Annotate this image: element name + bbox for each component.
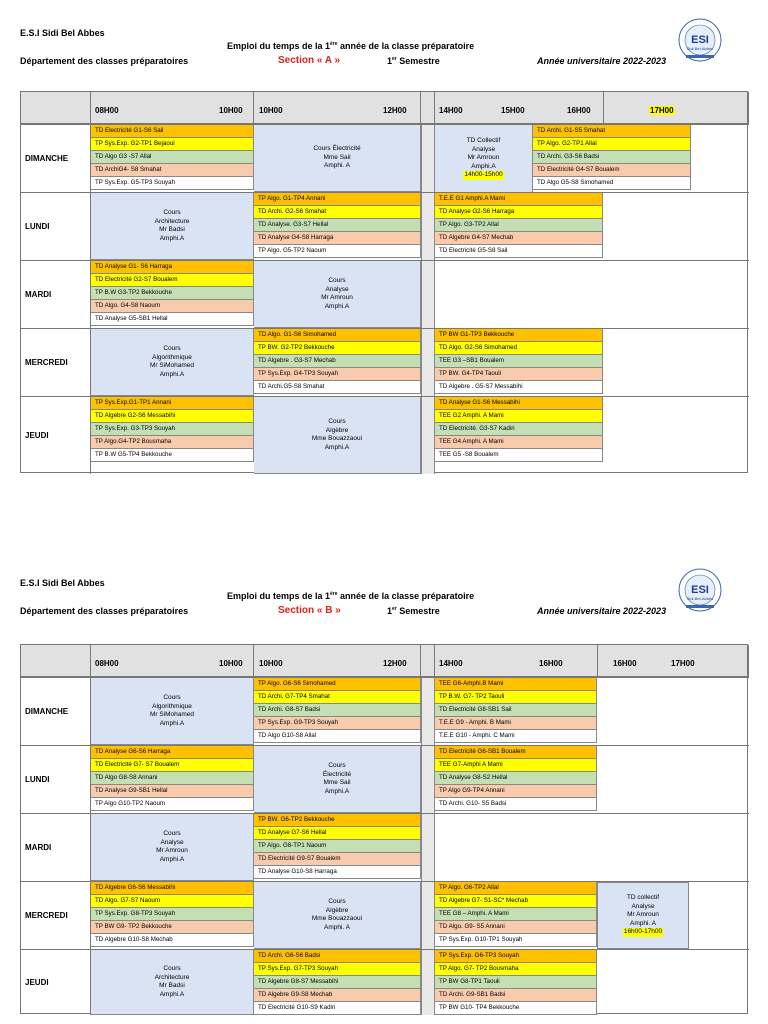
lecture-line: Cours [328,277,346,284]
session-entry: TD Archi. G9-SB1 Badsi [435,989,597,1002]
session-entry: TD Archi. G6-S6 Badsi [254,950,421,963]
lecture-line: Cours Électricité [313,145,361,153]
lecture-line: Algèbre [325,426,349,434]
department-name: Département des classes préparatoires [20,56,189,66]
session-entry: TP Sys.Exp. G9-TP3 Souyah [254,717,421,730]
time-slot-label: 12H00 [383,106,407,115]
session-entry: TP Sys.Exp.G1-TP1 Annani [91,397,254,410]
logo-text: ESI [691,584,709,596]
lecture-block [254,746,421,813]
session-entry: TEE G4 Amphi. A Mami [435,436,603,449]
session-entry: TD Algebre G7- S1-SC* Mechab [435,895,597,908]
session-entry: TP BW. G4-TP4 Taouli [435,368,603,381]
session-entry: TD Algo G5-S8 Simohamed [533,177,691,190]
lecture-line: Cours [163,965,181,972]
session-entry: TD Analyse G1- S6 Harraga [91,261,254,274]
session-entry: TP Algo. G3-TP2 Allal [435,219,603,232]
break-column [421,124,435,192]
session-entry: TP Sys.Exp. G3-TP3 Souyah [91,423,254,436]
session-entry: TEE G3 –SB1 Boualem [435,355,603,368]
lecture-line: Mr SiMohamed [149,711,195,718]
lecture-line: Amphi.A [324,787,350,795]
session-entry: TP Algo. G8-TP1 Naoum [254,840,421,853]
session-entry: TEE G5 -S8 Boualem [435,449,603,462]
lecture-line: Mr Amroun [321,294,353,301]
day-label: MARDI [21,260,91,328]
lecture-block [91,814,254,881]
time-slot-label: 08H00 [95,106,119,115]
title-text-end: année de la classe préparatoire [337,41,475,51]
session-entry: TD Algo. G4-S8 Naoum [91,300,254,313]
session-entry: TD Archi. G1-S5 Smahat [533,125,691,138]
session-entry: TP B.W G3-TP2 Bekkouche [91,287,254,300]
lecture-block [91,329,254,396]
timetable-header [0,578,768,648]
collective-td-line: Mr Amroun [627,911,659,919]
lecture-line: Amphi.A [159,234,185,242]
session-entry: TD Electricité G1-S6 Sail [91,125,254,138]
section-label: Section « A » [278,55,341,66]
time-slot-label: 16H00 [539,659,563,668]
lecture-line: Architecture [154,973,190,981]
session-entry: TP Sys.Exp. G4-TP3 Souyah [254,368,421,381]
title-text: Emploi du temps de la 1 [227,591,331,601]
break-column [421,260,435,328]
session-entry: TD Electricité G8-SB1 Sail [435,704,597,717]
session-entry: TP Algo G9-TP4 Annani [435,785,597,798]
lecture-block [254,397,421,474]
session-entry: TP Sys.Exp. G2-TP1 Bejaoui [91,138,254,151]
session-entry: TP Algo. G6-TP2 Allal [435,882,597,895]
lecture-line: Mr Badsi [159,982,185,989]
lecture-block [254,125,421,192]
session-entry: TD Electricité G4-S7 Boualem [533,164,691,177]
session-entry: TD Analyse G9-SB1 Hellal [91,785,254,798]
esi-logo [672,568,728,616]
session-entry: TP BW G10- TP4 Bekkouche [435,1002,597,1015]
collective-td-line: TD Collectif [466,137,501,145]
section-label: Section « B » [278,605,341,616]
session-entry: TD Algebre . G3-S7 Mechab [254,355,421,368]
session-entry: TEE G8 – Amphi. A Mami [435,908,597,921]
time-slot-label: 12H00 [383,659,407,668]
lecture-line: Amphi.A [159,719,185,727]
day-label: MARDI [21,813,91,881]
session-entry: TP Sys.Exp. G10-TP1 Souyah [435,934,597,947]
department-name: Département des classes préparatoires [20,606,189,616]
lecture-line: Cours [163,830,181,837]
collective-td-line: Analyse [471,145,496,153]
school-name: E.S.I Sidi Bel Abbes [20,578,105,588]
session-entry: TP BW G1-TP3 Bekkouche [435,329,603,342]
session-entry: TD Algebre G2-S6 Messabihi [91,410,254,423]
lecture-line: Analyse [325,285,349,293]
time-slot-label: 15H00 [501,106,525,115]
session-entry: TP Algo. G7- TP2 Bousmaha [435,963,597,976]
session-entry: TD Analyse G6-S6 Harraga [91,746,254,759]
time-slot-label: 14H00 [439,106,463,115]
lecture-line: Cours [163,209,181,216]
semester-label [387,606,440,616]
lecture-line: Mr SiMohamed [149,362,195,369]
session-entry: TD ArchiG4- S8 Smahat [91,164,254,177]
session-entry: TP BW G9- TP2 Bekkouche [91,921,254,934]
collective-td-line: Amphi. A [629,919,656,927]
session-entry: TD Analyse G2-S6 Harraga [435,206,603,219]
session-entry: TP BW G8-TP1 Taouli [435,976,597,989]
lecture-line: Algorithmique [152,353,192,361]
lecture-block [91,193,254,260]
session-entry: TD Algo. G7-S7 Naoum [91,895,254,908]
session-entry: TD Analyse G5-SB1 Hellal [91,313,254,326]
lecture-line: Mme Bouazzaoui [311,435,363,442]
logo-text: ESI [691,34,709,46]
session-entry: TP Algo. G2-TP1 Allal [533,138,691,151]
lecture-line: Algorithmique [152,702,192,710]
time-header-row [21,645,747,677]
collective-td-line: 14h00-15h00 [464,171,503,179]
session-entry: TEE G6-Amphi.B Mami [435,678,597,691]
break-column [421,677,435,745]
lecture-block [91,678,254,745]
session-entry: TD Electricité G6-SB1 Boualem [435,746,597,759]
lecture-line: Cours [328,418,346,425]
timetable-grid [20,644,748,1014]
session-entry: TD Algebre . G5-S7 Messabihi [435,381,603,394]
break-column [421,396,435,474]
break-column [421,813,435,881]
schedule-title [227,591,474,601]
session-entry: T.E.E G1 Amphi.A Mami [435,193,603,206]
collective-td-line: Mr Amroun [467,154,500,162]
time-slot-label: 17H00 [650,106,674,115]
time-slot-label: 10H00 [259,659,283,668]
school-name: E.S.I Sidi Bel Abbes [20,28,105,38]
afternoon-column-divider [603,92,604,124]
time-header-row [21,92,747,124]
semester-superscript: er [392,56,397,62]
session-entry: TD Analyse G10-S8 Harraga [254,866,421,879]
session-entry: TD Analyse G4-S8 Harraga [254,232,421,245]
session-entry: TP Algo. G5-TP2 Naoum [254,245,421,258]
time-slot-label: 14H00 [439,659,463,668]
title-superscript: ère [330,41,338,47]
session-entry: TEE G7-Amphi A Mami [435,759,597,772]
academic-year: Année universitaire 2022-2023 [537,56,667,66]
afternoon-column-divider [597,645,598,677]
time-slot-label: 10H00 [259,106,283,115]
lecture-line: Amphi.A [324,443,350,451]
time-slot-label: 10H00 [219,659,243,668]
lecture-line: Mr Amroun [156,847,188,854]
timetable-grid [20,91,748,473]
collective-td-line: TD collectif [626,894,660,902]
time-header-cell [21,645,91,677]
logo-subtext: Sidi-Bel-Abbès [686,596,714,601]
session-entry: TD Electricité G10-S9 Kadiri [254,1002,421,1015]
logo-subtext: Sidi-Bel-Abbès [686,46,714,51]
semester-label [387,56,440,66]
lecture-line: Mme Sail [323,779,351,786]
session-entry: TD Electricité G7- S7 Boualem [91,759,254,772]
lecture-line: Amphi.A [159,855,185,863]
session-entry: TD Algo. G2-S6 Simohamed [435,342,603,355]
lecture-line: Amphi.A [159,370,185,378]
time-header-cell [21,92,91,124]
time-header-cell [254,92,421,124]
lecture-line: Mme Bouazzaoui [311,915,363,922]
time-header-cell [254,645,421,677]
session-entry: T.E.E G9 - Amphi. B Mami [435,717,597,730]
session-entry: TP B.W G5-TP4 Bekkouche [91,449,254,462]
break-column [421,745,435,813]
break-column [421,949,435,1015]
session-entry: TD Archi. G3-S6 Badsi [533,151,691,164]
collective-td-line: 16h00-17h00 [623,928,663,936]
semester-word: Semestre [396,606,440,616]
time-slot-label: 16H00 [613,659,637,668]
day-label: DIMANCHE [21,124,91,192]
lecture-line: Cours [163,694,181,701]
time-slot-label: 17H00 [671,659,695,668]
lecture-line: Amphi.A [159,990,185,998]
semester-superscript: er [392,606,397,612]
lecture-line: Mme Sail [323,153,351,161]
time-slot-label: 16H00 [567,106,591,115]
lecture-block [91,950,254,1015]
semester-word: Semestre [396,56,440,66]
session-entry: TD Algo G3 -S7 Allal [91,151,254,164]
esi-logo [672,18,728,66]
session-entry: TEE G2 Amphi. A Mami [435,410,603,423]
session-entry: TP Algo. G1-TP4 Annani [254,193,421,206]
session-entry: TD Archi. G10- S5 Badsi [435,798,597,811]
lecture-line: Algèbre [325,906,349,914]
session-entry: TD Archi. G8-S7 Badsi [254,704,421,717]
collective-td-line: Amphi.A [471,162,496,170]
schedule-title [227,41,474,51]
timetable-header [0,28,768,98]
session-entry: TP Sys.Exp. G7-TP3 Souyah [254,963,421,976]
session-entry: TD Electricité. G3-S7 Kadiri [435,423,603,436]
session-entry: TP Algo G10-TP2 Naoum [91,798,254,811]
lecture-block [254,882,421,949]
lecture-block [254,261,421,328]
lecture-line: Mr Badsi [159,226,185,233]
time-header-cell-afternoon [435,92,749,124]
session-entry: TD Archi. G7-TP4 Smahat [254,691,421,704]
session-entry: TD Analyse. G3-S7 Hellal [254,219,421,232]
day-label: JEUDI [21,949,91,1015]
lecture-line: Cours [163,345,181,352]
day-label: LUNDI [21,745,91,813]
time-header-cell-afternoon [435,645,749,677]
session-entry: TD Algo. G9- S5 Annani [435,921,597,934]
day-label: LUNDI [21,192,91,260]
day-label: DIMANCHE [21,677,91,745]
session-entry: TP BW. G2-TP2 Bekkouche [254,342,421,355]
session-entry: TD Algebre G9-S8 Mechab [254,989,421,1002]
day-label: JEUDI [21,396,91,474]
time-slot-label: 08H00 [95,659,119,668]
title-text-end: année de la classe préparatoire [337,591,475,601]
lecture-line: Analyse [160,838,184,846]
break-column [421,328,435,396]
session-entry: TD Analyse G8-S2 Hellal [435,772,597,785]
time-header-cell [91,92,254,124]
session-entry: TD Electricité G5-S8 Sail [435,245,603,258]
session-entry: TD Archi. G2-S6 Smahat [254,206,421,219]
lecture-line: Électricité [322,770,352,778]
session-entry: TD Algebre G4-S7 Mechab [435,232,603,245]
session-entry: TD Algebre G6-S6 Messabihi [91,882,254,895]
session-entry: TD Algebre G10-S8 Mechab [91,934,254,947]
collective-td-line: Analyse [631,902,655,910]
session-entry: TD Electricité G2-S7 Boualem [91,274,254,287]
lecture-line: Amphi. A [323,923,350,931]
lecture-line: Amphi. A [323,162,350,170]
academic-year: Année universitaire 2022-2023 [537,606,667,616]
semester-number: 1 [387,56,393,66]
collective-td-block [597,882,689,949]
session-entry: TP Sys.Exp. G6-TP3 Souyah [435,950,597,963]
session-entry: TP Algo.G4-TP2 Bousmaha [91,436,254,449]
lecture-line: Cours [328,898,346,905]
title-superscript: ère [330,591,338,597]
time-header-cell [421,645,435,677]
title-text: Emploi du temps de la 1 [227,41,331,51]
session-entry: TP BW. G6-TP2 Bekkouche [254,814,421,827]
break-column [421,192,435,260]
session-entry: TP B.W. G7- TP2 Taouli [435,691,597,704]
session-entry: TD Algo G10-S8 Allal [254,730,421,743]
session-entry: TD Analyse G1-S6 Messabihi [435,397,603,410]
time-header-cell [91,645,254,677]
break-column [421,881,435,949]
day-label: MERCREDI [21,328,91,396]
session-entry: TD Algo G8-S8 Annani [91,772,254,785]
lecture-line: Amphi.A [324,302,350,310]
time-slot-label: 10H00 [219,106,243,115]
lecture-line: Cours [328,762,346,769]
session-entry: TD Electricité G9-S7 Boualem [254,853,421,866]
session-entry: T.E.E G10 - Amphi. C Mami [435,730,597,743]
session-entry: TD Archi.G5-S8 Smahat [254,381,421,394]
session-entry: TP Algo. G6-S6 Simohamed [254,678,421,691]
day-label: MERCREDI [21,881,91,949]
time-header-cell [421,92,435,124]
collective-td-block [435,125,533,192]
lecture-line: Architecture [154,217,190,225]
session-entry: TP Sys.Exp. G5-TP3 Souyah [91,177,254,190]
session-entry: TD Algo. G1-S6 Simohamed [254,329,421,342]
session-entry: TD Analyse G7-S6 Hellal [254,827,421,840]
semester-number: 1 [387,606,393,616]
session-entry: TP Sys.Exp. G8-TP3 Souyah [91,908,254,921]
session-entry: TD Algebre G8-S7 Messabihi [254,976,421,989]
